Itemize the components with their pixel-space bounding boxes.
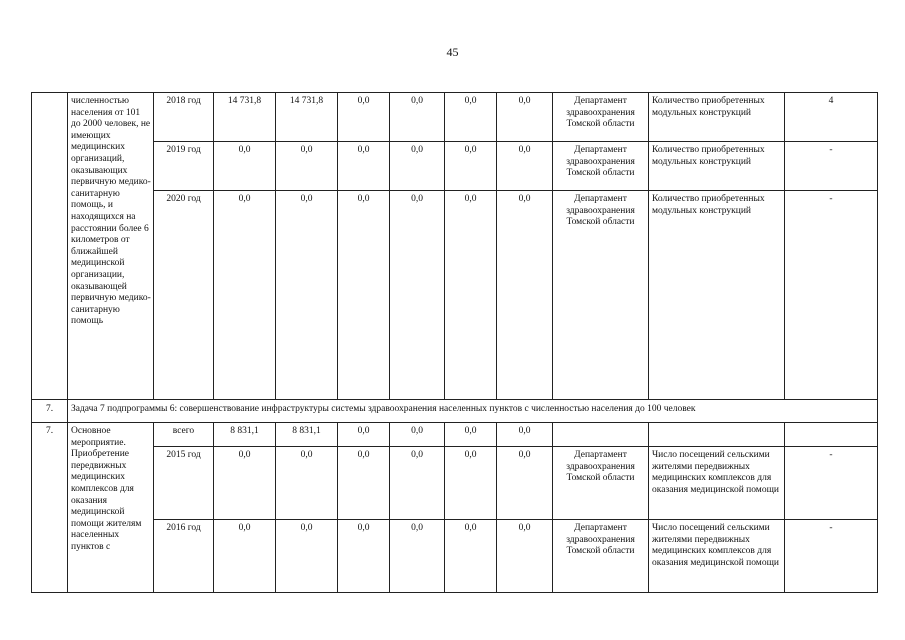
year-cell: 2016 год (154, 520, 214, 593)
activity-name-cell: Основное мероприятие. Приобретение передвижных медицинских комплексов для оказания медицинской помощи жителям населенных пунктов с (68, 423, 154, 593)
year-cell: 2019 год (154, 142, 214, 191)
department-cell: Департамент здравоохранения Томской области (553, 93, 649, 142)
indicator-value-cell: - (785, 142, 878, 191)
value-cell: 0,0 (338, 447, 390, 520)
task-number: 7. (32, 400, 68, 423)
value-cell: 0,0 (445, 520, 497, 593)
value-cell: 8 831,1 (276, 423, 338, 447)
value-cell: 0,0 (445, 423, 497, 447)
value-cell: 0,0 (445, 447, 497, 520)
value-cell: 0,0 (276, 520, 338, 593)
indicator-cell: Число посещений сельскими жителями передвижных медицинских комплексов для оказания медицинской помощи (649, 447, 785, 520)
value-cell: 0,0 (338, 423, 390, 447)
value-cell: 0,0 (497, 447, 553, 520)
year-cell: 2015 год (154, 447, 214, 520)
department-cell: Департамент здравоохранения Томской области (553, 447, 649, 520)
department-cell: Департамент здравоохранения Томской области (553, 520, 649, 593)
activity-name-cell: численностью населения от 101 до 2000 человек, не имеющих медицинских организаций, оказывающих первичную медико-санитарную помощь, и находящихся на расстоянии более 6 километров от ближайшей медицинской организации, оказывающей первичную медико-санитарную помощь (68, 93, 154, 400)
program-table (31, 92, 878, 593)
value-cell: 0,0 (445, 191, 497, 400)
indicator-value-cell (785, 423, 878, 447)
task-row (32, 400, 878, 423)
value-cell: 0,0 (338, 93, 390, 142)
indicator-value-cell: - (785, 520, 878, 593)
total-cell: 0,0 (214, 520, 276, 593)
value-cell: 0,0 (497, 520, 553, 593)
indicator-cell: Количество приобретенных модульных конструкций (649, 93, 785, 142)
task-text: Задача 7 подпрограммы 6: совершенствование инфраструктуры системы здравоохранения населенных пунктов с численностью населения до 100 человек (68, 400, 878, 423)
row-number-cell (32, 93, 68, 400)
indicator-cell (649, 423, 785, 447)
value-cell: 0,0 (390, 93, 445, 142)
value-cell: 0,0 (276, 191, 338, 400)
table-row (32, 142, 878, 191)
value-cell: 0,0 (338, 191, 390, 400)
department-cell: Департамент здравоохранения Томской области (553, 142, 649, 191)
indicator-cell: Количество приобретенных модульных конструкций (649, 142, 785, 191)
year-cell: 2020 год (154, 191, 214, 400)
indicator-cell: Количество приобретенных модульных конструкций (649, 191, 785, 400)
value-cell: 0,0 (390, 520, 445, 593)
value-cell: 0,0 (338, 142, 390, 191)
row-number-cell: 7. (32, 423, 68, 593)
department-cell (553, 423, 649, 447)
value-cell: 0,0 (276, 142, 338, 191)
table-row (32, 93, 878, 142)
value-cell: 0,0 (390, 191, 445, 400)
value-cell: 0,0 (338, 520, 390, 593)
year-cell: всего (154, 423, 214, 447)
table-row (32, 447, 878, 520)
value-cell: 0,0 (497, 93, 553, 142)
table-row (32, 520, 878, 593)
indicator-value-cell: - (785, 191, 878, 400)
value-cell: 0,0 (497, 142, 553, 191)
total-cell: 0,0 (214, 447, 276, 520)
value-cell: 0,0 (497, 191, 553, 400)
table-row (32, 423, 878, 447)
value-cell: 14 731,8 (276, 93, 338, 142)
total-cell: 0,0 (214, 191, 276, 400)
page-number: 45 (446, 45, 459, 59)
value-cell: 0,0 (445, 142, 497, 191)
value-cell: 0,0 (390, 142, 445, 191)
value-cell: 0,0 (390, 423, 445, 447)
value-cell: 0,0 (390, 447, 445, 520)
value-cell: 0,0 (497, 423, 553, 447)
indicator-value-cell: - (785, 447, 878, 520)
department-cell: Департамент здравоохранения Томской области (553, 191, 649, 400)
value-cell: 0,0 (445, 93, 497, 142)
total-cell: 0,0 (214, 142, 276, 191)
indicator-cell: Число посещений сельскими жителями передвижных медицинских комплексов для оказания медицинской помощи (649, 520, 785, 593)
value-cell: 0,0 (276, 447, 338, 520)
total-cell: 14 731,8 (214, 93, 276, 142)
indicator-value-cell: 4 (785, 93, 878, 142)
total-cell: 8 831,1 (214, 423, 276, 447)
year-cell: 2018 год (154, 93, 214, 142)
table-row (32, 191, 878, 400)
